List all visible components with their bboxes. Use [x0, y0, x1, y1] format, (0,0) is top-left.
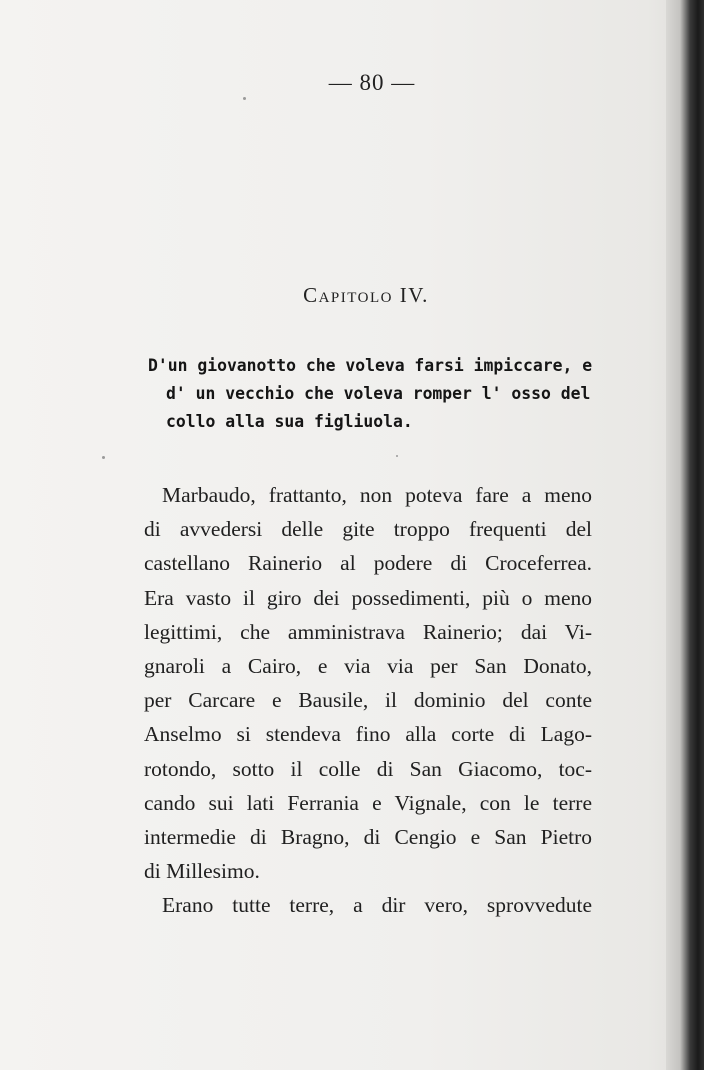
page-number: — 80 — — [328, 70, 416, 95]
body-text — [144, 478, 592, 923]
paper-speck — [243, 97, 246, 100]
paper-speck — [396, 455, 398, 457]
chapter-summary — [148, 352, 593, 436]
text-line: cando sui lati Ferrania e Vignale, con le terre — [144, 790, 592, 815]
paper-speck — [102, 456, 105, 459]
chapter-title: Capitolo IV. — [303, 283, 429, 307]
text-line: Marbaudo, frattanto, non poteva fare a meno — [162, 483, 592, 507]
summary-line: D'un giovanotto che voleva farsi impiccare, e — [148, 356, 593, 375]
text-line: di Millesimo. — [144, 859, 260, 884]
text-line: legittimi, che amministrava Rainerio; dai Vi- — [144, 619, 592, 644]
text-line: Anselmo si stendeva fino alla corte di Lago- — [144, 722, 592, 747]
summary-line: d' un vecchio che voleva romper l' osso del — [166, 384, 591, 403]
text-line: intermedie di Bragno, di Cengio e San Pietro — [144, 825, 592, 850]
text-line: Erano tutte terre, a dir vero, sprovvedute — [162, 893, 592, 918]
summary-line: collo alla sua figliuola. — [166, 412, 413, 431]
text-line: gnaroli a Cairo, e via via per San Donato, — [144, 654, 592, 679]
text-line: castellano Rainerio al podere di Croceferrea. — [144, 551, 592, 576]
text-line: Era vasto il giro dei possedimenti, più o meno — [144, 585, 592, 610]
text-line: di avvedersi delle gite troppo frequenti del — [144, 517, 592, 542]
text-line: per Carcare e Bausile, il dominio del conte — [144, 688, 592, 713]
text-line: rotondo, sotto il colle di San Giacomo, toc- — [144, 756, 592, 781]
book-spine-shadow — [666, 0, 704, 1070]
